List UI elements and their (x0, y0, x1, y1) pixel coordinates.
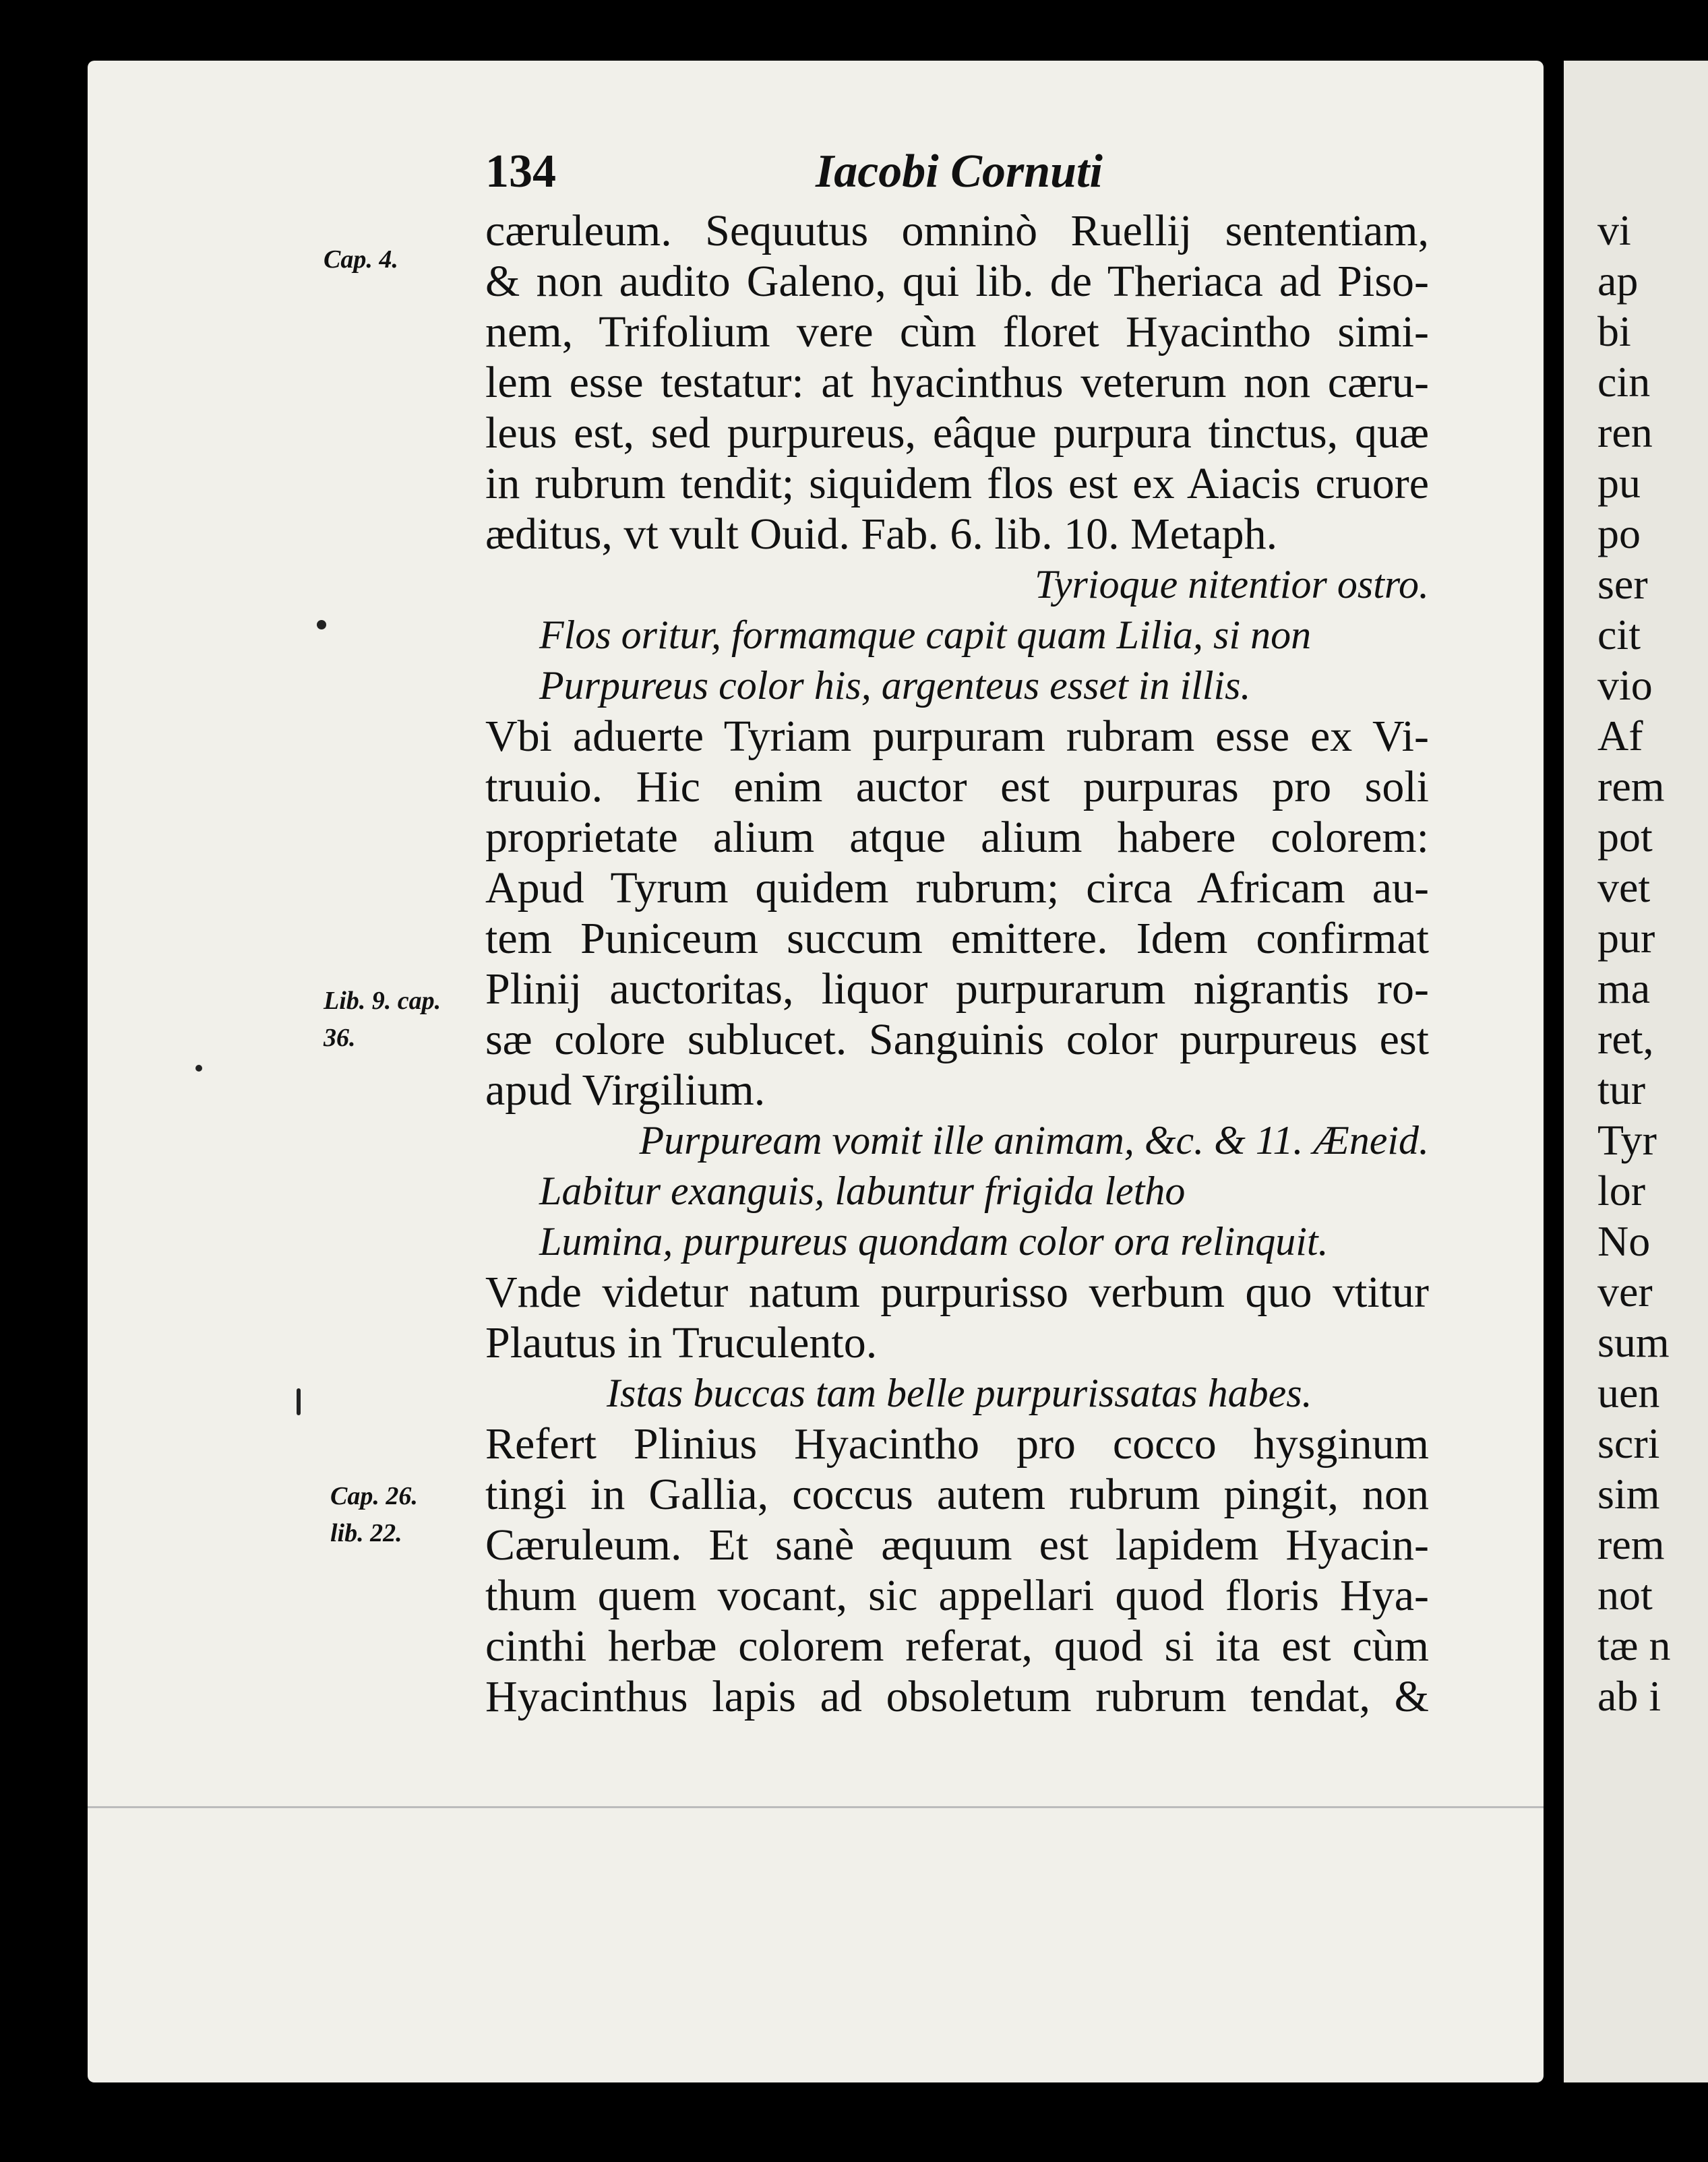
facing-page-line: Af (1597, 712, 1643, 760)
facing-page-line: ser (1597, 560, 1648, 608)
page-bottom-edge (88, 1806, 1544, 1808)
text-line: Plinij auctoritas, liquor purpurarum nigrantis ro- (485, 964, 1429, 1014)
facing-page-line: lor (1597, 1167, 1646, 1214)
gutter-shadow (1544, 0, 1564, 2162)
facing-page-line: uen (1597, 1369, 1660, 1417)
text-line: Refert Plinius Hyacintho pro cocco hysginum (485, 1419, 1429, 1469)
facing-page-line: vet (1597, 863, 1651, 911)
facing-page-line: ver (1597, 1268, 1653, 1316)
text-line: Plautus in Truculento. (485, 1318, 878, 1367)
text-line: Hyacinthus lapis ad obsoletum rubrum tendat, & (485, 1672, 1429, 1721)
text-line: in rubrum tendit; siquidem flos est ex Aiacis cruore (485, 459, 1429, 508)
text-line: nem, Trifolium vere cùm floret Hyacintho simi- (485, 307, 1429, 357)
facing-page-line: tæ n (1597, 1622, 1671, 1669)
text-line: Vnde videtur natum purpurisso verbum quo vtitur (485, 1268, 1429, 1317)
facing-page-line: scri (1597, 1419, 1660, 1467)
text-line: sæ colore sublucet. Sanguinis color purpureus est (485, 1015, 1429, 1064)
facing-page-line: sim (1597, 1470, 1660, 1518)
page-number: 134 (485, 146, 556, 197)
facing-page-line: not (1597, 1571, 1653, 1619)
verse-line: Tyrioque nitentior ostro. (1035, 562, 1429, 607)
facing-page-line: cin (1597, 358, 1651, 406)
verse-line: Lumina, purpureus quondam color ora relinquit. (539, 1219, 1329, 1264)
ink-speck (195, 1065, 202, 1072)
text-line: tem Puniceum succum emittere. Idem confirmat (485, 914, 1429, 963)
margin-note-cap-4: Cap. 4. (324, 245, 398, 274)
facing-page-fragment (1564, 61, 1708, 2082)
facing-page-line: po (1597, 509, 1641, 557)
text-line: cinthi herbæ colorem referat, quod si ita est cùm (485, 1622, 1429, 1671)
verse-line: Purpuream vomit ille animam, &c. & 11. Æneid. (639, 1118, 1429, 1163)
verse-line: Istas buccas tam belle purpurissatas habes. (607, 1371, 1312, 1415)
text-line: Vbi aduerte Tyriam purpuram rubram esse ex Vi- (485, 712, 1429, 761)
body-text (485, 206, 1429, 1722)
facing-page-line: cit (1597, 611, 1641, 658)
facing-page-line: tur (1597, 1065, 1646, 1113)
facing-page-line: No (1597, 1217, 1651, 1265)
text-line: tingi in Gallia, coccus autem rubrum pingit, non (485, 1470, 1429, 1519)
text-line: apud Virgilium. (485, 1065, 766, 1115)
text-line: cæruleum. Sequutus omninò Ruellij sententiam, (485, 206, 1429, 255)
facing-page-line: ab i (1597, 1672, 1661, 1720)
verse-line: Labitur exanguis, labuntur frigida letho (539, 1169, 1186, 1213)
text-line: leus est, sed purpureus, eâque purpura tinctus, quæ (485, 408, 1429, 458)
facing-page-line: vio (1597, 661, 1653, 709)
facing-page-line: pur (1597, 914, 1655, 962)
facing-page-line: pu (1597, 459, 1641, 507)
text-line: æditus, vt vult Ouid. Fab. 6. lib. 10. Metaph. (485, 509, 1278, 559)
facing-page-line: sum (1597, 1318, 1670, 1366)
facing-page-line: ren (1597, 408, 1653, 456)
text-line: proprietate alium atque alium habere colorem: (485, 813, 1429, 862)
facing-page-line: ret, (1597, 1015, 1654, 1063)
text-line: Cæruleum. Et sanè æquum est lapidem Hyacin- (485, 1520, 1429, 1570)
text-line: Apud Tyrum quidem rubrum; circa Africam au- (485, 863, 1429, 913)
facing-page-line: rem (1597, 762, 1665, 810)
running-head (485, 145, 1429, 199)
verse-line: Flos oritur, formamque capit quam Lilia, si non (539, 613, 1312, 657)
verse-line: Purpureus color his, argenteus esset in illis. (539, 663, 1251, 708)
facing-page-line: Tyr (1597, 1116, 1657, 1164)
margin-note-36: 36. (324, 1024, 356, 1052)
text-line: thum quem vocant, sic appellari quod floris Hya- (485, 1571, 1429, 1620)
margin-note-cap-26: Cap. 26. (330, 1482, 418, 1510)
margin-note-lib-9: Lib. 9. cap. (324, 987, 441, 1015)
text-line: lem esse testatur: at hyacinthus veterum non cæru- (485, 358, 1429, 407)
ink-speck (317, 620, 326, 629)
facing-page-line: pot (1597, 813, 1653, 861)
ink-speck (297, 1388, 301, 1415)
margin-note-lib-22: lib. 22. (330, 1519, 402, 1547)
facing-page-line: ap (1597, 257, 1639, 305)
running-title: Iacobi Cornuti (816, 146, 1103, 197)
text-line: & non audito Galeno, qui lib. de Theriaca ad Piso- (485, 257, 1429, 306)
text-line: truuio. Hic enim auctor est purpuras pro soli (485, 762, 1429, 811)
facing-page-line: ma (1597, 964, 1651, 1012)
facing-page-line: bi (1597, 307, 1631, 355)
facing-page-line: rem (1597, 1520, 1665, 1568)
facing-page-line: vi (1597, 206, 1631, 254)
